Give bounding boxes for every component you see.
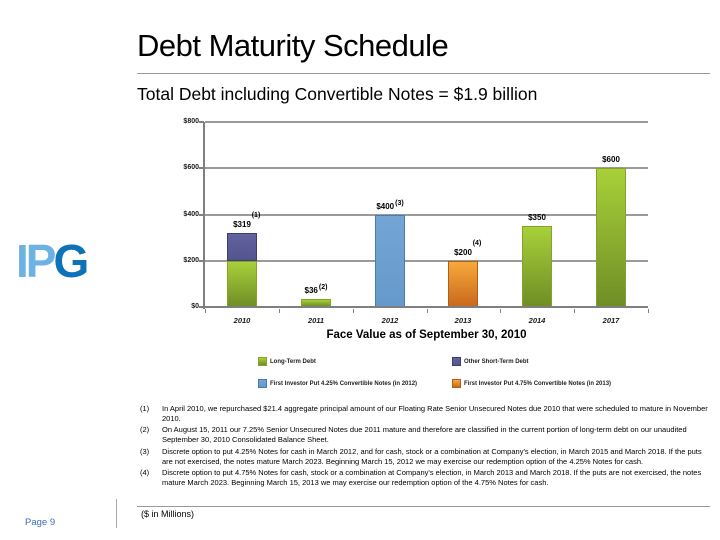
legend-item: [258, 357, 316, 366]
slide-subtitle: Total Debt including Convertible Notes = $1.9 billion: [137, 84, 538, 104]
bar-value-label: [576, 155, 646, 165]
footnote-text: Discrete option to put 4.75% Notes for cash, stock or a combination at Company's election, in March 2013 and March 2018. If the puts are not exercised, the notes mature March 2023. Beginning March 15, 2013 we may exercise our redemption option of the 4.75% Notes for cash.: [162, 467, 702, 487]
bar-value: $36: [304, 285, 318, 295]
bar-segment-series1: [522, 226, 552, 307]
bar-value: $200: [454, 247, 472, 257]
legend-label: Other Short-Term Debt: [464, 358, 529, 365]
footnote-text: In April 2010, we repurchased $21.4 aggregate principal amount of our Floating Rate Senior Unsecured Notes due 2010 that were scheduled to mature in November 2010.: [162, 404, 708, 424]
bar-value: $350: [528, 213, 546, 223]
y-axis-label: $400: [183, 210, 199, 218]
footnote-number: (4): [140, 467, 150, 477]
footer-vertical-divider: [116, 499, 117, 528]
x-axis-label: 2012: [381, 316, 399, 325]
bar-value-label: [281, 283, 351, 296]
footnote-number: (1): [140, 404, 150, 413]
gridline: [205, 167, 648, 169]
bar-segment-series3: [375, 215, 405, 308]
x-axis-label: 2013: [454, 316, 472, 325]
bar-value-label: [502, 213, 572, 223]
x-axis-label: 2010: [233, 316, 251, 325]
x-axis-tick: [427, 309, 428, 313]
bar-value-label: [207, 211, 277, 230]
y-axis-line: [203, 122, 205, 309]
x-axis-tick: [500, 309, 501, 313]
logo-text-dark: G: [53, 235, 87, 287]
bar-chart-plot-area: [183, 118, 648, 325]
footnotes-list: [140, 404, 708, 489]
ipg-logo: [16, 234, 86, 288]
footnote: [140, 404, 708, 424]
bar-value: $319: [233, 220, 251, 230]
y-axis-label: $200: [183, 256, 199, 264]
bar-value-label: [428, 239, 498, 258]
x-axis-tick: [279, 309, 280, 313]
gridline: [205, 260, 648, 262]
legend-swatch: [258, 357, 267, 366]
x-axis-tick: [648, 309, 649, 313]
legend-label: First Investor Put 4.75% Convertible Notes (in 2013): [464, 380, 612, 387]
footnote-text: Discrete option to put 4.25% Notes for cash in March 2012, and for cash, stock or a combination at Company's election, in March 2015 and March 2018. If the puts are not exercised, the notes mature March 2023. Beginning March 15, 2012 we may exercise our redemption option of the 4.25% Notes for cash.: [162, 446, 702, 466]
footnote: [140, 425, 708, 445]
title-divider: [137, 73, 710, 74]
x-axis-label: 2014: [528, 316, 546, 325]
legend-label: Long-Term Debt: [270, 358, 316, 365]
page-number: Page 9: [25, 517, 56, 528]
legend-item: [452, 357, 529, 366]
bar-value: $600: [602, 155, 620, 165]
y-axis-label: $0: [191, 303, 199, 310]
bar-segment-series4: [448, 261, 478, 307]
logo-text-light: IP: [16, 235, 54, 287]
footnote-ref: (4): [472, 239, 482, 247]
x-axis-tick: [205, 309, 206, 313]
footnote-number: (3): [140, 446, 150, 456]
x-axis-tick: [353, 309, 354, 313]
gridline: [205, 121, 648, 123]
y-axis-label: $800: [183, 118, 199, 125]
legend-swatch: [452, 379, 461, 388]
units-note: ($ in Millions): [141, 509, 195, 519]
footnote-ref: (1): [251, 212, 261, 220]
bar-value: $400: [376, 201, 395, 211]
legend-swatch: [452, 357, 461, 366]
bar-segment-series1: [227, 261, 257, 307]
footnote: [140, 447, 708, 467]
footnote-text: On August 15, 2011 our 7.25% Senior Unsecured Notes due 2011 mature and therefore are classified in the current portion of long-term debt on our unaudited September 30, 2010 Consolidated Balance Sheet.: [162, 425, 687, 445]
footnote-number: (2): [140, 425, 150, 435]
legend-item: [452, 379, 611, 388]
legend-swatch: [258, 379, 267, 388]
x-axis-line: [205, 306, 648, 308]
chart-title: Face Value as of September 30, 2010: [326, 329, 527, 341]
x-axis-label: 2017: [602, 316, 620, 325]
x-axis-label: 2011: [307, 316, 325, 325]
slide-title: Debt Maturity Schedule: [137, 28, 449, 63]
x-axis-tick: [574, 309, 575, 313]
bar-segment-series1: [596, 168, 626, 307]
legend-label: First Investor Put 4.25% Convertible Notes (in 2012): [270, 380, 418, 387]
footnote-ref: (2): [318, 283, 328, 291]
legend-item: [258, 379, 417, 388]
footnote: [140, 468, 708, 488]
bar-value-label: [355, 199, 425, 212]
chart-legend: [205, 357, 648, 395]
footnote-ref: (3): [395, 199, 404, 207]
footer-divider: [137, 506, 710, 507]
y-axis-label: $600: [183, 164, 199, 172]
bar-segment-series2: [227, 233, 257, 261]
